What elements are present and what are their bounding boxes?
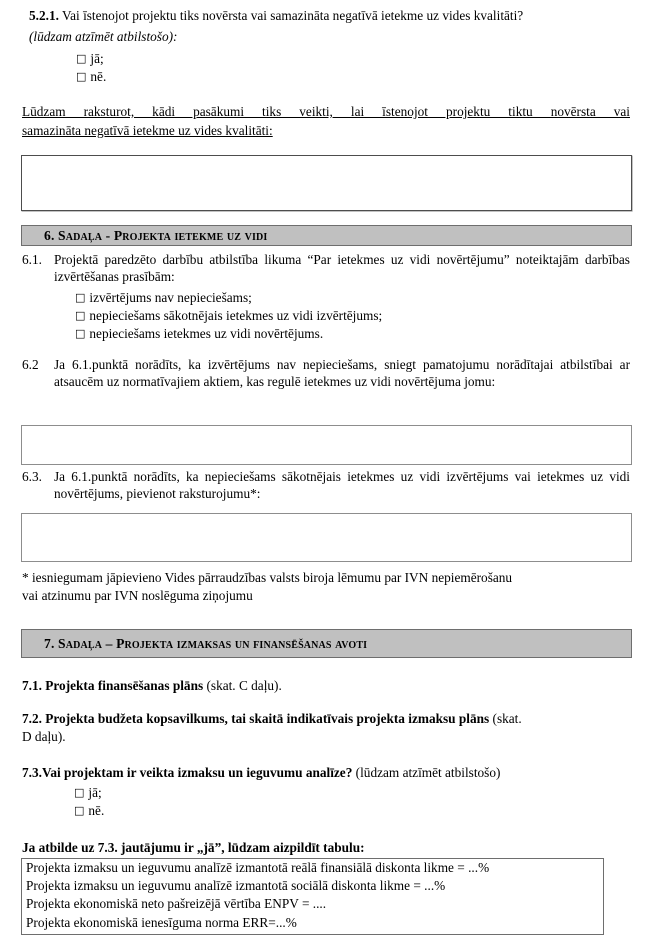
table-row[interactable]: Projekta izmaksu un ieguvumu analīzē izmantotā sociālā diskonta likme = ...% <box>26 878 446 894</box>
option-6-1-a-label: izvērtējums nav nepieciešams; <box>89 290 252 305</box>
item-6-3-text: Ja 6.1.punktā norādīts, ka nepieciešams sākotnējais ietekmes uz vidi izvērtējums vai ietekmes uz vidi novērtējums, pievienot raksturojumu*: <box>54 469 630 501</box>
option-7-3-yes-label: jā; <box>88 785 102 800</box>
option-7-3-no-label: nē. <box>88 803 105 818</box>
option-5-2-1-no[interactable] <box>76 69 106 86</box>
answer-box-measures[interactable] <box>21 155 632 211</box>
option-7-3-yes[interactable] <box>74 785 102 802</box>
answer-box-6-2[interactable] <box>21 425 632 465</box>
footnote-ivn-line2: vai atzinumu par IVN noslēguma ziņojumu <box>22 588 253 603</box>
option-5-2-1-yes[interactable] <box>76 51 104 68</box>
item-7-2-bold: 7.2. Projekta budžeta kopsavilkums, tai skaitā indikatīvais projekta izmaksu plāns <box>22 711 490 726</box>
item-6-1 <box>22 252 630 286</box>
section-7-header <box>21 629 632 658</box>
question-5-2-1-instruction: (lūdzam atzīmēt atbilstošo): <box>29 29 178 44</box>
checkbox-icon[interactable]: □ <box>76 70 87 83</box>
checkbox-icon[interactable]: □ <box>75 291 86 304</box>
checkbox-icon[interactable]: □ <box>76 52 87 65</box>
option-6-1-a[interactable] <box>75 290 252 307</box>
checkbox-icon[interactable]: □ <box>75 309 86 322</box>
section-6-title: 6. Sadaļa - Projekta ietekme uz vidi <box>44 227 268 243</box>
item-7-2 <box>22 711 634 728</box>
cba-results-table <box>21 858 604 935</box>
item-6-2-number: 6.2 <box>22 357 39 372</box>
item-6-2-text: Ja 6.1.punktā norādīts, ka izvērtējums nav nepieciešams, sniegt pamatojumu norādītajai atbilstībai ar atsaucēm uz normatīvajiem aktiem, kas regulē ietekmes uz vidi novērtējuma jomu: <box>54 357 630 389</box>
question-5-2-1-number: 5.2.1. <box>29 8 59 23</box>
footnote-ivn-line1: * iesniegumam jāpievieno Vides pārraudzības valsts biroja lēmumu par IVN nepiemērošanu <box>22 570 513 585</box>
item-6-1-text: Projektā paredzēto darbību atbilstība likuma “Par ietekmes uz vidi novērtējumu” noteiktajām darbības izvērtēšanas prasībām: <box>54 252 630 284</box>
answer-box-6-3[interactable] <box>21 513 632 562</box>
item-6-2 <box>22 357 630 391</box>
item-7-3-rest: (lūdzam atzīmēt atbilstošo) <box>352 765 501 780</box>
measures-prompt-line2: samazināta negatīvā ietekme uz vides kvalitāti: <box>22 123 273 138</box>
table-row[interactable]: Projekta izmaksu un ieguvumu analīzē izmantotā reālā finansiālā diskonta likme = ...% <box>26 860 490 875</box>
item-7-2-rest: (skat. <box>489 711 522 726</box>
item-7-3 <box>22 765 634 782</box>
item-7-1 <box>22 678 630 695</box>
measures-prompt-line1: Lūdzam raksturot, kādi pasākumi tiks veikti, lai īstenojot projektu tiktu novērsta vai <box>22 104 630 119</box>
option-5-2-1-no-label: nē. <box>90 69 107 84</box>
option-6-1-c-label: nepieciešams ietekmes uz vidi novērtējums. <box>89 326 324 341</box>
item-6-3-number: 6.3. <box>22 469 42 484</box>
table-intro: Ja atbilde uz 7.3. jautājumu ir „jā”, lūdzam aizpildīt tabulu: <box>22 840 365 855</box>
question-5-2-1-text: Vai īstenojot projektu tiks novērsta vai samazināta negatīvā ietekme uz vides kvalitāti? <box>62 8 524 23</box>
option-5-2-1-yes-label: jā; <box>90 51 104 66</box>
table-row[interactable]: Projekta ekonomiskā ienesīguma norma ERR=...% <box>26 914 297 930</box>
item-7-3-bold: 7.3.Vai projektam ir veikta izmaksu un ieguvumu analīze? <box>22 765 353 780</box>
checkbox-icon[interactable]: □ <box>74 786 85 799</box>
checkbox-icon[interactable]: □ <box>75 327 86 340</box>
checkbox-icon[interactable]: □ <box>74 804 85 817</box>
item-6-1-number: 6.1. <box>22 252 42 267</box>
option-6-1-b[interactable] <box>75 308 382 325</box>
question-5-2-1 <box>29 8 630 25</box>
item-7-1-bold: 7.1. Projekta finansēšanas plāns <box>22 678 204 693</box>
item-7-1-rest: (skat. C daļu). <box>203 678 282 693</box>
option-7-3-no[interactable] <box>74 803 104 820</box>
item-7-2-line2: D daļu). <box>22 729 66 744</box>
option-6-1-b-label: nepieciešams sākotnējais ietekmes uz vidi izvērtējums; <box>89 308 383 323</box>
section-7-title: 7. Sadaļa – Projekta izmaksas un finansēšanas avoti <box>44 635 368 651</box>
table-row[interactable]: Projekta ekonomiskā neto pašreizējā vērtība ENPV = .... <box>26 896 327 912</box>
section-6-header <box>21 225 632 246</box>
item-6-3 <box>22 469 630 503</box>
option-6-1-c[interactable] <box>75 326 323 343</box>
